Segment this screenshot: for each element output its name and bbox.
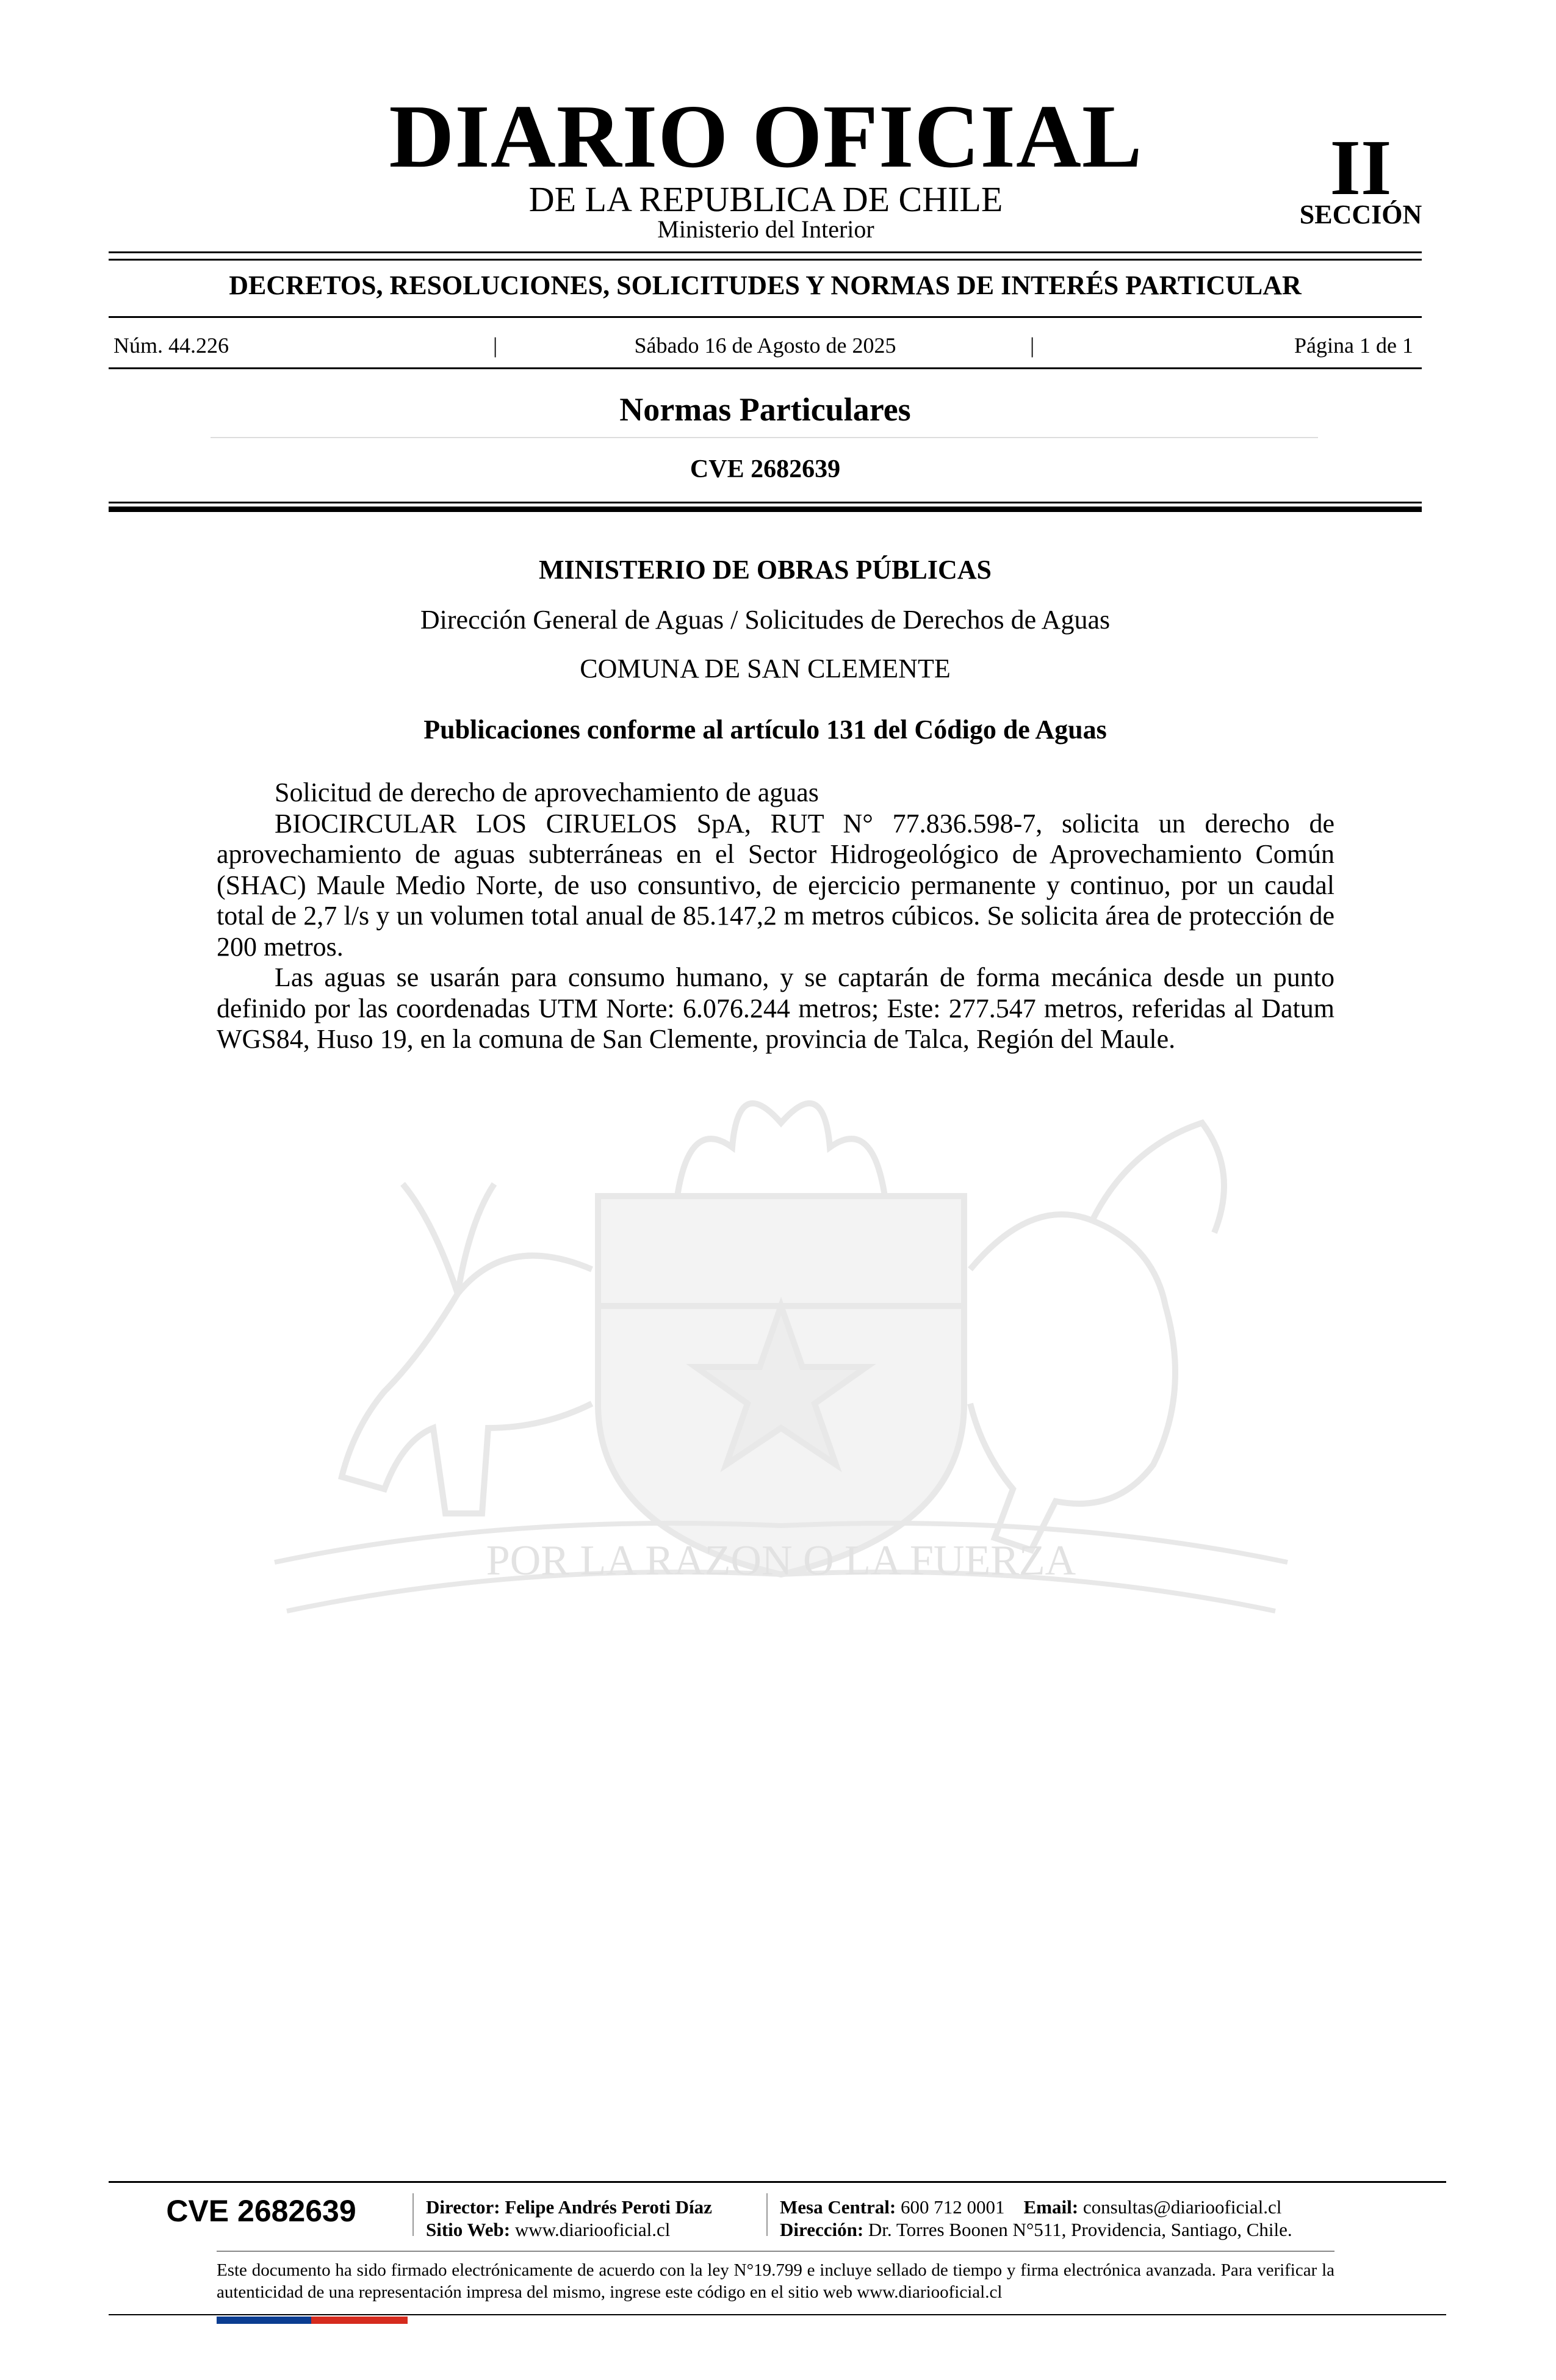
director-label: Director: <box>426 2196 500 2218</box>
email-label: Email: <box>1023 2196 1079 2218</box>
section-label: SECCIÓN <box>1299 200 1422 229</box>
address-value: Dr. Torres Boonen N°511, Providencia, Santiago, Chile. <box>868 2219 1292 2240</box>
section-header: DECRETOS, RESOLUCIONES, SOLICITUDES Y NORMAS DE INTERÉS PARTICULAR <box>229 270 1302 300</box>
phone-label: Mesa Central: <box>780 2196 896 2218</box>
comuna-heading: COMUNA DE SAN CLEMENTE <box>580 654 951 683</box>
footer-cve: CVE 2682639 <box>166 2194 356 2228</box>
website-label: Sitio Web: <box>426 2219 511 2240</box>
ministry-heading: MINISTERIO DE OBRAS PÚBLICAS <box>538 555 992 585</box>
newspaper-title: DIARIO OFICIAL <box>389 87 1143 187</box>
footer-separator <box>412 2193 414 2236</box>
direction-heading: Dirección General de Aguas / Solicitudes de Derechos de Aguas <box>420 605 1111 635</box>
footer-bottom-rule <box>109 2314 1446 2315</box>
masthead-rule-top <box>109 251 1422 253</box>
legal-notice: Este documento ha sido firmado electrónicamente de acuerdo con la ley N°19.799 e incluye sellado de tiempo y firma electrónica avanzada. Para verificar la autenticidad de una representación impresa del mismo, ingrese este código en el sitio web www.diariooficial.cl <box>217 2260 1334 2302</box>
newspaper-subtitle: DE LA REPUBLICA DE CHILE <box>528 179 1003 219</box>
issue-number: Núm. 44.226 <box>113 333 229 358</box>
director-name: Felipe Andrés Peroti Díaz <box>505 2196 712 2218</box>
issue-separator: | <box>493 333 498 358</box>
footer-director-block <box>426 2196 768 2241</box>
section-rule <box>109 316 1422 318</box>
paragraph: Solicitud de derecho de aprovechamiento de aguas <box>275 777 819 807</box>
cve-code: CVE 2682639 <box>690 455 841 483</box>
watermark-motto: POR LA RAZON O LA FUERZA <box>486 1537 1076 1584</box>
coat-of-arms-watermark <box>201 964 1361 1672</box>
section-number: II <box>1330 124 1392 212</box>
publication-title: Publicaciones conforme al artículo 131 del Código de Aguas <box>423 715 1107 745</box>
address-label: Dirección: <box>780 2219 864 2240</box>
email-link[interactable]: consultas@diariooficial.cl <box>1082 2196 1282 2218</box>
norms-divider <box>211 437 1318 438</box>
newspaper-ministry: Ministerio del Interior <box>657 215 874 243</box>
footer-rule <box>109 2181 1446 2183</box>
footer-separator <box>766 2193 768 2236</box>
flag-stripe-red <box>311 2317 408 2324</box>
flag-stripe-blue <box>217 2317 311 2324</box>
paragraph: BIOCIRCULAR LOS CIRUELOS SpA, RUT N° 77.836.598-7, solicita un derecho de aprovechamiento de aguas subterráneas en el Sector Hidrogeológico de Aprovechamiento Común (SHAC) Maule Medio Norte, de uso consuntivo, de ejercicio permanente y continuo, por un caudal total de 2,7 l/s y un volumen total anual de 85.147,2 m metros cúbicos. Se solicita área de protección de 200 metros. <box>217 808 1334 962</box>
header-rule-thin <box>109 502 1422 503</box>
issue-separator: | <box>1030 333 1035 358</box>
phone-value: 600 712 0001 <box>901 2196 1005 2218</box>
body-text <box>217 777 1334 1055</box>
footer-divider <box>217 2251 1334 2252</box>
paragraph: Las aguas se usarán para consumo humano, y se captarán de forma mecánica desde un punto definido por las coordenadas UTM Norte: 6.076.244 metros; Este: 277.547 metros, referidas al Datum WGS84, Huso 19, en la comuna de San Clemente, provincia de Talca, Región del Maule. <box>217 962 1334 1054</box>
issue-date: Sábado 16 de Agosto de 2025 <box>634 333 896 358</box>
norms-title: Normas Particulares <box>619 391 911 428</box>
masthead-rule-bottom <box>109 259 1422 261</box>
website-link[interactable]: www.diariooficial.cl <box>514 2219 671 2240</box>
footer-contact-block <box>780 2196 1341 2241</box>
issue-page: Página 1 de 1 <box>1294 333 1413 358</box>
header-rule-thick <box>109 507 1422 512</box>
issue-rule <box>109 367 1422 369</box>
